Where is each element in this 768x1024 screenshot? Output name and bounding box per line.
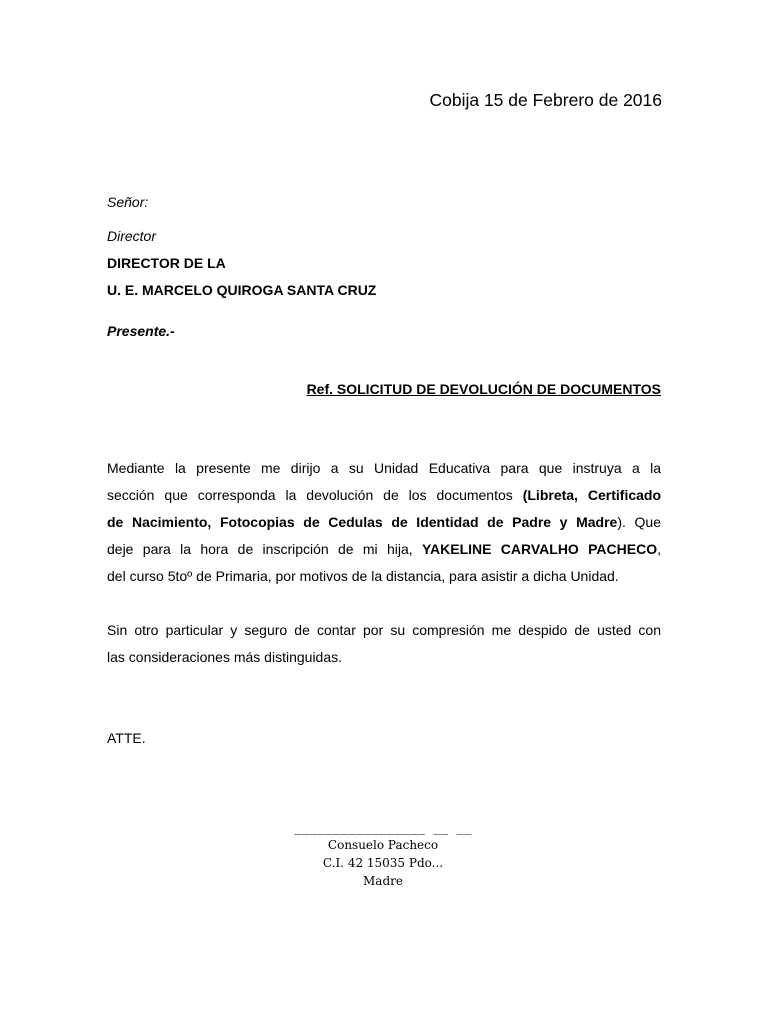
- documents-list-bold: de Nacimiento, Fotocopias de Cedulas de Identidad de Padre y Madre: [107, 514, 618, 530]
- paragraph-text: ,: [657, 541, 661, 557]
- paragraph-line: [107, 482, 661, 509]
- signature-line: _________________ __ __: [294, 821, 472, 835]
- presente-greeting: Presente.-: [107, 323, 175, 339]
- signer-name: Consuelo Pacheco: [327, 838, 439, 852]
- salutation: Señor:: [107, 194, 149, 210]
- paragraph-text: sección que corresponda la devolución de los documentos: [107, 487, 523, 503]
- documents-list-bold: (Libreta, Certificado: [522, 487, 662, 503]
- body-paragraph-request: [107, 455, 661, 590]
- body-paragraph-farewell: [107, 617, 661, 671]
- recipient-title: DIRECTOR DE LA: [107, 255, 226, 271]
- paragraph-line: las consideraciones más distinguidas.: [107, 649, 343, 665]
- paragraph-line: Mediante la presente me dirijo a su Unidad Educativa para que instruya a la: [107, 460, 661, 476]
- recipient-school: U. E. MARCELO QUIROGA SANTA CRUZ: [107, 282, 377, 298]
- signature-block: [268, 822, 498, 890]
- paragraph-line: Sin otro particular y seguro de contar por su compresión me despido de usted con: [107, 622, 661, 638]
- student-name-bold: YAKELINE CARVALHO PACHECO: [421, 541, 658, 557]
- paragraph-text: ). Que: [617, 514, 661, 530]
- reference-line: Ref. SOLICITUD DE DEVOLUCIÓN DE DOCUMENTOS: [306, 381, 661, 397]
- paragraph-line: del curso 5toº de Primaria, por motivos de la distancia, para asistir a dicha Unidad.: [107, 568, 619, 584]
- closing-atte: ATTE.: [107, 730, 146, 746]
- recipient-role: Director: [107, 228, 157, 244]
- paragraph-line: [107, 536, 661, 563]
- paragraph-text: deje para la hora de inscripción de mi hija,: [107, 541, 422, 557]
- paragraph-line: [107, 509, 661, 536]
- signer-id: C.I. 42 15035 Pdo...: [322, 856, 444, 870]
- letter-date: Cobija 15 de Febrero de 2016: [429, 90, 662, 110]
- signer-role: Madre: [363, 874, 403, 888]
